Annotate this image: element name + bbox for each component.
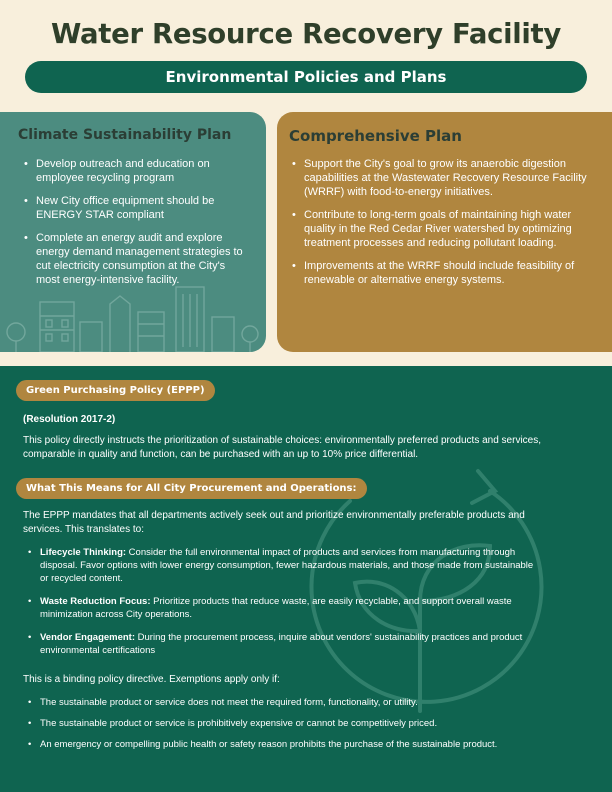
list-item (27, 631, 537, 657)
list-item: • Improvements at the WRRF should include feasibility of renewable or alternative energy systems. (290, 259, 605, 287)
exemptions-intro: This is a binding policy directive. Exemptions apply only if: (23, 674, 280, 685)
climate-plan-heading: Climate Sustainability Plan (18, 127, 232, 143)
list-item-label: Lifecycle Thinking: (40, 547, 127, 558)
comprehensive-plan-heading: Comprehensive Plan (289, 127, 462, 145)
list-item-text: Prioritize products that reduce waste, are easily recyclable, and support overall waste minimization across City operations. (40, 596, 512, 620)
exemptions-list (27, 696, 547, 759)
list-item: • Develop outreach and education on employee recycling program (22, 157, 252, 185)
list-item: • Contribute to long-term goals of maintaining high water quality in the Red Cedar River watershed by optimizing treatment processes and reducing pollutant loading. (290, 208, 605, 250)
list-item: • An emergency or compelling public health or safety reason prohibits the purchase of the sustainable product. (27, 738, 547, 751)
comprehensive-plan-card (277, 112, 612, 352)
climate-plan-list (22, 157, 252, 296)
page-subtitle: Environmental Policies and Plans (25, 61, 587, 93)
comprehensive-plan-list (290, 157, 605, 296)
list-item-label: Vendor Engagement: (40, 632, 136, 643)
what-this-means-tag: What This Means for All City Procurement and Operations: (16, 478, 367, 499)
policy-description: This policy directly instructs the prioritization of sustainable choices: environmentally preferred products and services, comparable in quality and function, can be purchased with an up to 10% price differential. (23, 435, 542, 460)
list-item-text: During the procurement process, inquire about vendors' sustainability practices and product environmental certifications (40, 632, 523, 656)
green-purchasing-section (0, 366, 612, 792)
page-title: Water Resource Recovery Facility (50, 18, 562, 50)
list-item: • New City office equipment should be ENERGY STAR compliant (22, 194, 252, 222)
list-item-label: Waste Reduction Focus: (40, 596, 151, 607)
list-item (27, 595, 537, 621)
list-item: • Support the City's goal to grow its anaerobic digestion capabilities at the Wastewater Recovery Resource Facility (WRRF) with food-to-energy initiatives. (290, 157, 605, 199)
list-item (27, 546, 537, 585)
mandate-list (27, 546, 537, 667)
eppp-tag: Green Purchasing Policy (EPPP) (16, 380, 215, 401)
list-item: • Complete an energy audit and explore energy demand management strategies to cut electricity consumption at the City's most energy-intensive facility. (22, 231, 252, 287)
list-item: • The sustainable product or service does not meet the required form, functionality, or utility. (27, 696, 547, 709)
climate-plan-card (0, 112, 266, 352)
list-item: • The sustainable product or service is prohibitively expensive or cannot be competitively priced. (27, 717, 547, 730)
list-item-text: Consider the full environmental impact of products and services from manufacturing through disposal. Favor options with lower energy consumption, fewer hazardous materials, and those made from sustainable or recycled content. (40, 547, 534, 584)
resolution-label: (Resolution 2017-2) (23, 414, 116, 425)
mandate-description: The EPPP mandates that all departments actively seek out and prioritize environmentally preferable products and services. This translates to: (23, 510, 525, 535)
